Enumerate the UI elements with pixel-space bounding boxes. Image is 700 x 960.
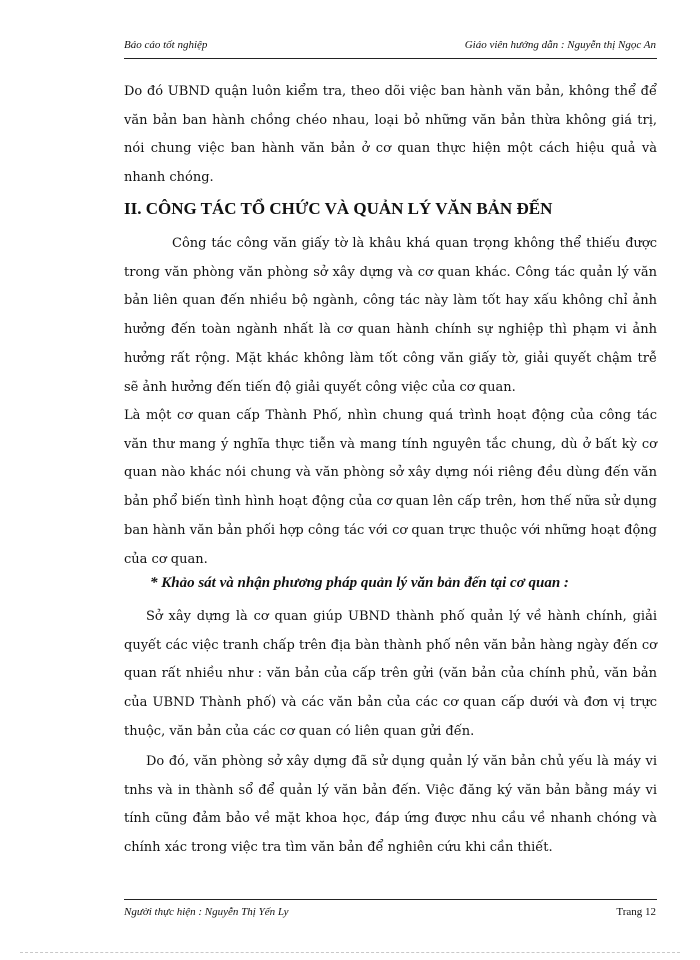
section-heading: II. CÔNG TÁC TỔ CHỨC VÀ QUẢN LÝ VĂN BẢN ĐẾN [124,199,553,218]
header-left-text: Báo cáo tốt nghiệp [124,39,208,51]
header-rule [124,58,657,59]
header-right-text: Giáo viên hướng dẫn : Nguyễn thị Ngọc An [464,39,656,51]
footer-left-text: Người thực hiện : Nguyễn Thị Yến Ly [124,906,289,918]
page-number: Trang 12 [616,906,656,918]
subsection-heading: * Khảo sát và nhận phương pháp quản lý văn bản đến tại cơ quan : [150,575,569,591]
paragraph-2: Công tác công văn giấy tờ là khâu khá quan trọng không thể thiếu được trong văn phòng văn phòng sở xây dựng và cơ quan khác. Công tác quản lý văn bản liên quan đến nhiều bộ ngành, công tác này làm tốt hay xấu không chỉ ảnh hưởng đến toàn ngành nhất là cơ quan hành chính sự nghiệp thì phạm vi ảnh hưởng rất rộng. Mặt khác không làm tốt công văn giấy tờ, giải quyết chậm trễ sẽ ảnh hưởng đến tiến độ giải quyết công việc của cơ quan. [124,236,657,395]
paragraph-5: Do đó, văn phòng sở xây dựng đã sử dụng quản lý văn bản chủ yếu là máy vi tnhs và in thành sổ để quản lý văn bản đến. Việc đăng ký văn bản bằng máy vi tính cũng đảm bảo về mặt khoa học, đáp ứng được nhu cầu về nhanh chóng và chính xác trong việc tra tìm văn bản để nghiên cứu khi cần thiết. [124,754,657,856]
paragraph-3: Là một cơ quan cấp Thành Phố, nhìn chung quá trình hoạt động của công tác văn thư mang ý nghĩa thực tiễn và mang tính nguyên tắc chung, dù ở bất kỳ cơ quan nào khác nói chung và văn phòng sở xây dựng nói riêng đều dùng đến văn bản phổ biến tình hình hoạt động của cơ quan lên cấp trên, hơn thế nữa sử dụng ban hành văn bản phối hợp công tác với cơ quan trực thuộc với những hoạt động của cơ quan. [124,408,657,567]
footer-rule [124,899,657,900]
paragraph-4: Sở xây dựng là cơ quan giúp UBND thành phố quản lý về hành chính, giải quyết các việc tranh chấp trên địa bàn thành phố nên văn bản hàng ngày đến cơ quan rất nhiều như : văn bản của cấp trên gửi (văn bản của chính phủ, văn bản của UBND Thành phố) và các văn bản của các cơ quan cấp dưới và đơn vị trực thuộc, văn bản của các cơ quan có liên quan gửi đến. [124,609,657,739]
page-edge-divider [20,952,680,953]
paragraph-1: Do đó UBND quận luôn kiểm tra, theo dõi việc ban hành văn bản, không thể để văn bản ban hành chồng chéo nhau, loại bỏ những văn bản thừa không giá trị, nói chung việc ban hành văn bản ở cơ quan thực hiện một cách hiệu quả và nhanh chóng. [124,84,657,186]
